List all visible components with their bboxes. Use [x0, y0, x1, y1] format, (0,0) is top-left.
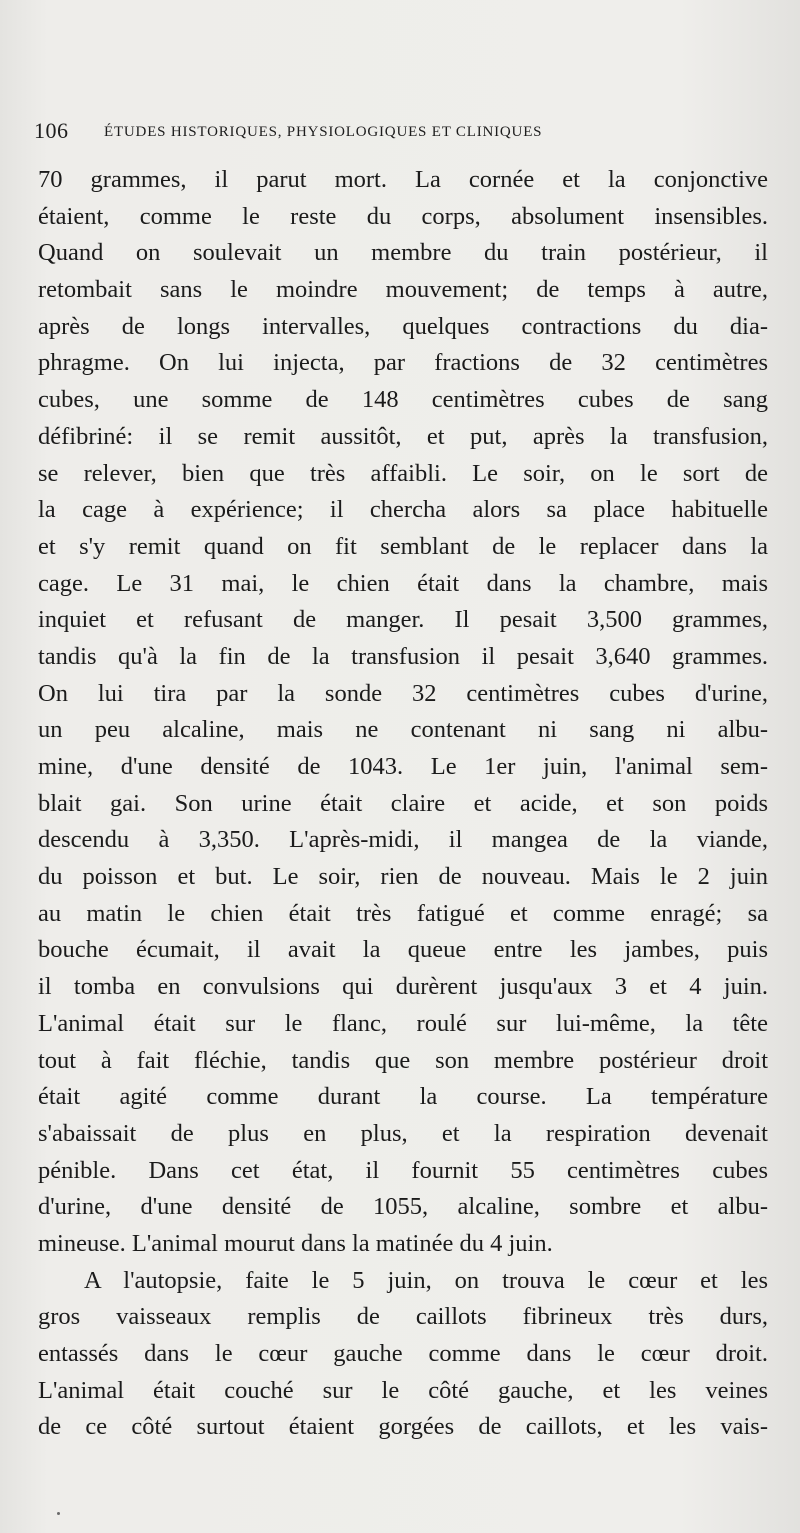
text-line: tout à fait fléchie, tandis que son membre postérieur droit: [38, 1046, 768, 1074]
text-line: On lui tira par la sonde 32 centimètres cubes d'urine,: [38, 679, 768, 707]
text-line: inquiet et refusant de manger. Il pesait 3,500 grammes,: [38, 606, 768, 634]
body-text: [38, 162, 768, 1446]
text-line: se relever, bien que très affaibli. Le soir, on le sort de: [38, 459, 768, 487]
text-line: L'animal était sur le flanc, roulé sur lui-même, la tête: [38, 1009, 768, 1037]
text-line: 70 grammes, il parut mort. La cornée et la conjonctive: [38, 166, 768, 193]
running-title: ÉTUDES HISTORIQUES, PHYSIOLOGIQUES ET CLINIQUES: [104, 124, 543, 140]
text-line: au matin le chien était très fatigué et comme enragé; sa: [38, 899, 768, 927]
text-line: étaient, comme le reste du corps, absolument insensibles.: [38, 202, 768, 230]
text-line: tandis qu'à la fin de la transfusion il pesait 3,640 grammes.: [38, 642, 768, 670]
text-line: pénible. Dans cet état, il fournit 55 centimètres cubes: [38, 1156, 768, 1184]
text-line: bouche écumait, il avait la queue entre les jambes, puis: [38, 936, 768, 964]
text-line: Quand on soulevait un membre du train postérieur, il: [38, 239, 768, 267]
text-line: après de longs intervalles, quelques contractions du dia-: [38, 312, 768, 340]
text-line: entassés dans le cœur gauche comme dans le cœur droit.: [38, 1340, 768, 1367]
text-line: était agité comme durant la course. La température: [38, 1083, 768, 1111]
page-number: 106: [34, 118, 69, 143]
text-line: s'abaissait de plus en plus, et la respiration devenait: [38, 1119, 768, 1147]
text-line: descendu à 3,350. L'après-midi, il mangea de la viande,: [38, 826, 768, 854]
paragraph-first-line: A l'autopsie, faite le 5 juin, on trouva le cœur et les: [84, 1266, 768, 1294]
text-line: du poisson et but. Le soir, rien de nouveau. Mais le 2 juin: [38, 863, 768, 891]
text-line: défibriné: il se remit aussitôt, et put, après la transfusion,: [38, 422, 768, 450]
text-line: de ce côté surtout étaient gorgées de caillots, et les vais-: [38, 1413, 768, 1441]
text-line: il tomba en convulsions qui durèrent jusqu'aux 3 et 4 juin.: [38, 973, 768, 1001]
text-line: cubes, une somme de 148 centimètres cubes de sang: [38, 386, 768, 414]
text-line: blait gai. Son urine était claire et acide, et son poids: [38, 789, 768, 817]
paragraph-last-line: mineuse. L'animal mourut dans la matinée du 4 juin.: [38, 1229, 553, 1257]
text-line: cage. Le 31 mai, le chien était dans la chambre, mais: [38, 569, 768, 597]
text-line: gros vaisseaux remplis de caillots fibrineux très durs,: [38, 1303, 768, 1331]
text-line: phragme. On lui injecta, par fractions de 32 centimètres: [38, 349, 768, 377]
text-line: retombait sans le moindre mouvement; de temps à autre,: [38, 276, 768, 304]
print-speck: [57, 1512, 60, 1515]
running-header: [34, 116, 754, 146]
text-line: un peu alcaline, mais ne contenant ni sang ni albu-: [38, 716, 768, 744]
text-line: L'animal était couché sur le côté gauche, et les veines: [38, 1376, 768, 1404]
text-line: et s'y remit quand on fit semblant de le replacer dans la: [38, 532, 768, 560]
text-line: d'urine, d'une densité de 1055, alcaline, sombre et albu-: [38, 1193, 768, 1221]
text-line: mine, d'une densité de 1043. Le 1er juin, l'animal sem-: [38, 753, 768, 780]
text-line: la cage à expérience; il chercha alors sa place habituelle: [38, 496, 768, 524]
